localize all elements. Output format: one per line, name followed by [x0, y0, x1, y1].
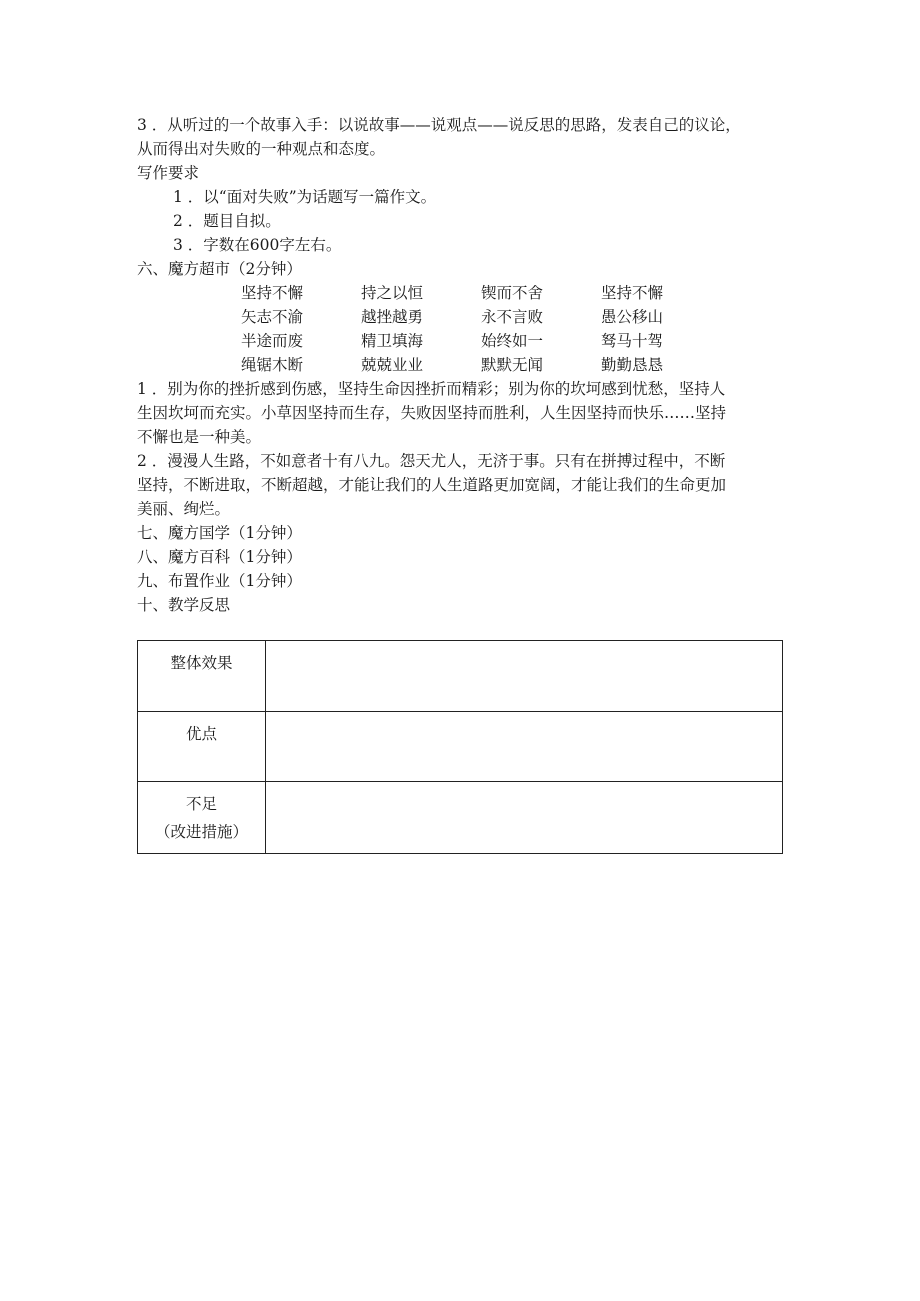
writing-requirement: 2 ．题目自拟。 — [173, 212, 281, 230]
section8-heading: 八、魔方百科（1分钟） — [137, 548, 302, 566]
idiom: 驽马十驾 — [601, 332, 664, 350]
idiom: 绳锯木断 — [241, 356, 304, 374]
row-label-text: 不足 — [185, 795, 217, 813]
paragraph-1-line: 1 ．别为你的挫折感到伤感，坚持生命因挫折而精彩；别为你的坎坷感到忧愁，坚持人 — [137, 380, 726, 398]
writing-requirement: 1 ．以“面对失败”为话题写一篇作文。 — [173, 188, 437, 206]
idiom-row — [241, 353, 797, 377]
paragraph-1-line: 不懈也是一种美。 — [137, 428, 262, 446]
row-label-weaknesses — [138, 782, 266, 854]
section10-heading: 十、教学反思 — [137, 596, 231, 614]
paragraph-2-line: 坚持，不断进取，不断超越，才能让我们的人生道路更加宽阔，才能让我们的生命更加 — [137, 476, 727, 494]
document-body — [137, 113, 797, 617]
idiom: 坚持不懈 — [601, 284, 664, 302]
idiom-row — [241, 281, 797, 305]
idiom: 始终如一 — [481, 332, 544, 350]
paragraph-1-line: 生因坎坷而充实。小草因坚持而生存，失败因坚持而胜利，人生因坚持而快乐……坚持 — [137, 404, 727, 422]
row-label-strengths — [138, 712, 266, 782]
idiom: 坚持不懈 — [241, 284, 304, 302]
writing-heading: 写作要求 — [137, 164, 200, 182]
row-label-text: 整体效果 — [170, 654, 233, 672]
idiom: 永不言败 — [481, 308, 544, 326]
row-label-subtext: （改进措施） — [154, 823, 248, 841]
paragraph-2-line: 美丽、绚烂。 — [137, 500, 231, 518]
item3-line1: 3 ．从听过的一个故事入手：以说故事——说观点——说反思的思路，发表自己的议论， — [137, 116, 741, 134]
idiom: 矢志不渝 — [241, 308, 304, 326]
idiom: 精卫填海 — [361, 332, 424, 350]
section7-heading: 七、魔方国学（1分钟） — [137, 524, 302, 542]
writing-requirement: 3 ．字数在600字左右。 — [173, 236, 342, 254]
idiom: 勤勤恳恳 — [601, 356, 664, 374]
paragraph-2-line: 2 ．漫漫人生路，不如意者十有八九。怨天尤人，无济于事。只有在拼搏过程中，不断 — [137, 452, 726, 470]
idiom: 半途而废 — [241, 332, 304, 350]
idiom-grid — [241, 281, 797, 377]
idiom: 兢兢业业 — [361, 356, 424, 374]
row-content-weaknesses[interactable] — [266, 782, 783, 854]
section9-heading: 九、布置作业（1分钟） — [137, 572, 302, 590]
idiom: 持之以恒 — [361, 284, 424, 302]
section6-heading: 六、魔方超市（2分钟） — [137, 260, 302, 278]
idiom-row — [241, 329, 797, 353]
reflection-table — [137, 640, 783, 854]
row-label-overall — [138, 641, 266, 712]
item3-line2: 从而得出对失败的一种观点和态度。 — [137, 140, 386, 158]
idiom: 越挫越勇 — [361, 308, 424, 326]
idiom: 默默无闻 — [481, 356, 544, 374]
table-row — [138, 712, 783, 782]
table-row — [138, 641, 783, 712]
table-row — [138, 782, 783, 854]
row-content-strengths[interactable] — [266, 712, 783, 782]
idiom: 锲而不舍 — [481, 284, 544, 302]
idiom-row — [241, 305, 797, 329]
idiom: 愚公移山 — [601, 308, 664, 326]
row-content-overall[interactable] — [266, 641, 783, 712]
row-label-text: 优点 — [185, 725, 217, 743]
